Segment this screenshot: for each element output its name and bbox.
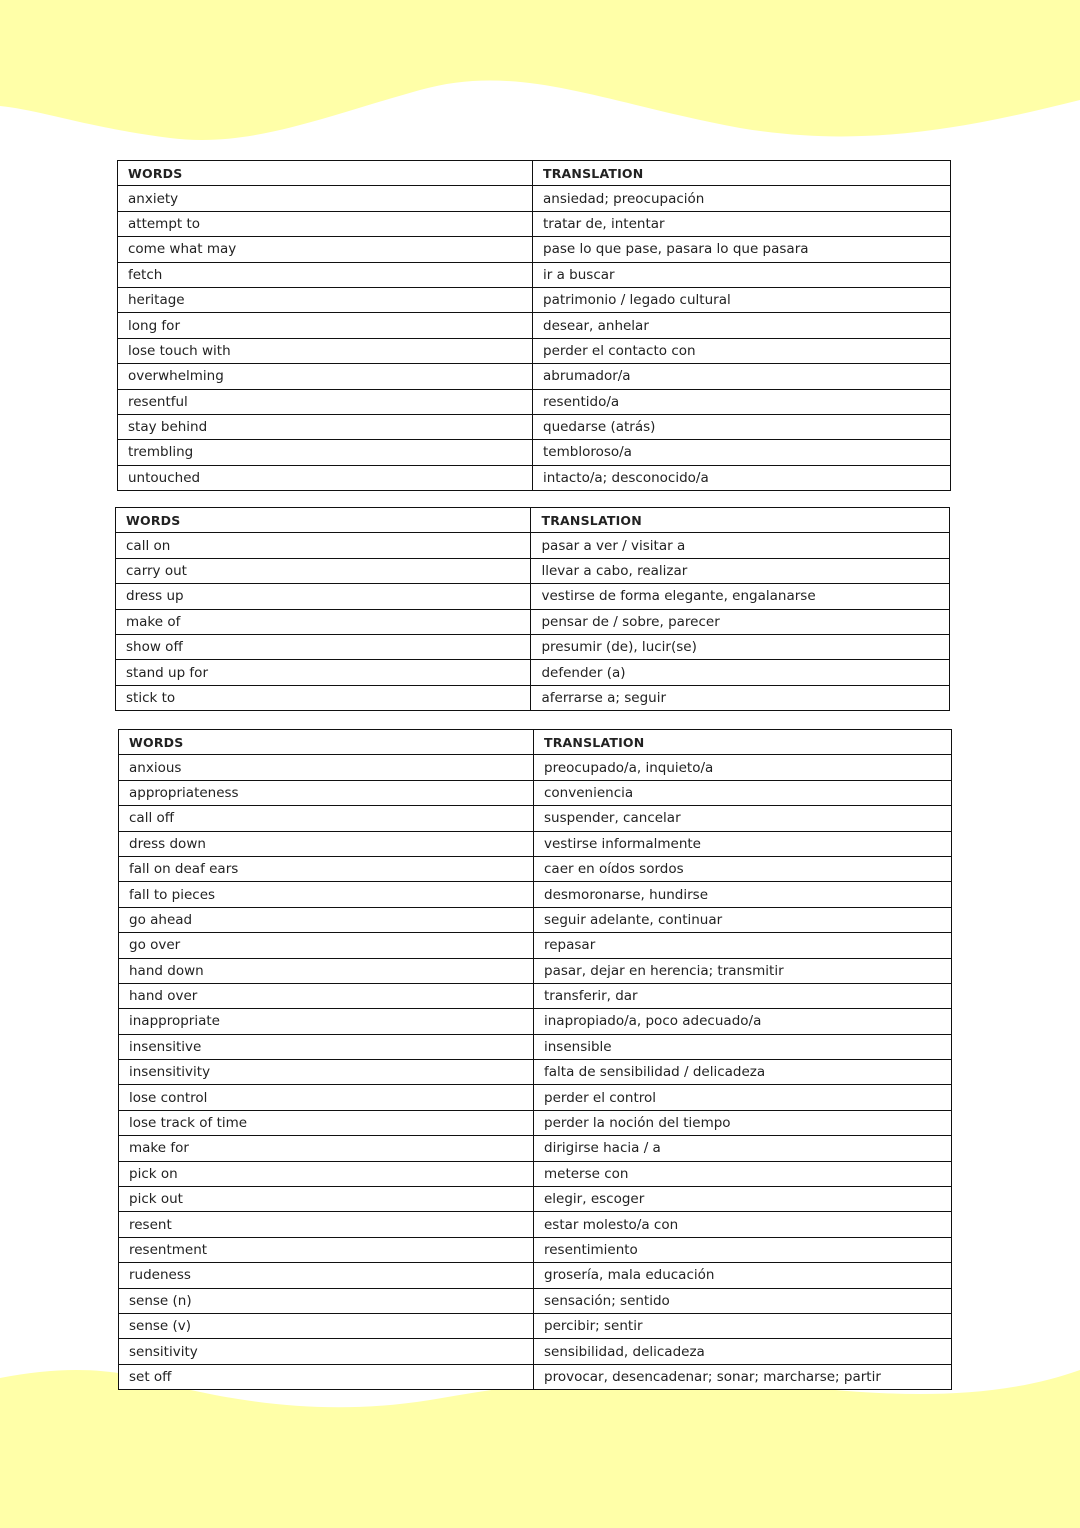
table-row (119, 1212, 952, 1237)
table-row (118, 287, 951, 312)
word-cell: pick out (119, 1187, 534, 1212)
word-cell: stay behind (118, 414, 533, 439)
table-row (119, 1288, 952, 1313)
table-row (119, 1136, 952, 1161)
table-row (119, 1187, 952, 1212)
word-cell: appropriateness (119, 780, 534, 805)
word-cell: untouched (118, 465, 533, 490)
table-row (119, 983, 952, 1008)
word-cell: resent (119, 1212, 534, 1237)
word-cell: resentful (118, 389, 533, 414)
translation-cell: resentimiento (534, 1237, 952, 1262)
top-wave-shape (0, 0, 1080, 140)
translation-cell: grosería, mala educación (534, 1263, 952, 1288)
table-row (116, 634, 950, 659)
word-cell: hand down (119, 958, 534, 983)
translation-cell: percibir; sentir (534, 1313, 952, 1338)
table-row (119, 1339, 952, 1364)
table-row (119, 1085, 952, 1110)
table-row (119, 780, 952, 805)
translation-cell: perder la noción del tiempo (534, 1110, 952, 1135)
table-row (119, 856, 952, 881)
table-row (116, 685, 950, 710)
word-cell: lose touch with (118, 338, 533, 363)
table-row (116, 558, 950, 583)
word-cell: resentment (119, 1237, 534, 1262)
translation-cell: conveniencia (534, 780, 952, 805)
word-cell: show off (116, 634, 531, 659)
translation-cell: seguir adelante, continuar (534, 907, 952, 932)
table-header-row (118, 161, 951, 186)
translation-cell: provocar, desencadenar; sonar; marcharse; partir (534, 1364, 952, 1389)
table-row (116, 533, 950, 558)
table-row (118, 338, 951, 363)
vocab-table-3 (118, 729, 952, 1390)
word-cell: call on (116, 533, 531, 558)
table-row (119, 907, 952, 932)
translation-cell: pasar a ver / visitar a (531, 533, 950, 558)
word-cell: sense (n) (119, 1288, 534, 1313)
word-cell: sensitivity (119, 1339, 534, 1364)
translation-cell: vestirse informalmente (534, 831, 952, 856)
table-header-row (119, 730, 952, 755)
table-row (119, 1060, 952, 1085)
table-body (119, 755, 952, 1390)
table-row (118, 414, 951, 439)
table-body (118, 186, 951, 491)
translation-cell: tembloroso/a (533, 440, 951, 465)
header-translation: TRANSLATION (534, 730, 952, 755)
translation-cell: presumir (de), lucir(se) (531, 634, 950, 659)
translation-cell: caer en oídos sordos (534, 856, 952, 881)
translation-cell: transferir, dar (534, 983, 952, 1008)
table-row (118, 364, 951, 389)
word-cell: fall to pieces (119, 882, 534, 907)
word-cell: set off (119, 1364, 534, 1389)
table-row (119, 933, 952, 958)
word-cell: inappropriate (119, 1009, 534, 1034)
table-row (118, 389, 951, 414)
table-row (119, 1364, 952, 1389)
translation-cell: preocupado/a, inquieto/a (534, 755, 952, 780)
word-cell: long for (118, 313, 533, 338)
table-header-row (116, 508, 950, 533)
translation-cell: pasar, dejar en herencia; transmitir (534, 958, 952, 983)
translation-cell: vestirse de forma elegante, engalanarse (531, 584, 950, 609)
translation-cell: elegir, escoger (534, 1187, 952, 1212)
table-row (119, 958, 952, 983)
translation-cell: defender (a) (531, 660, 950, 685)
top-wave-decoration (0, 0, 1080, 160)
word-cell: lose control (119, 1085, 534, 1110)
table-row (119, 882, 952, 907)
translation-cell: sensación; sentido (534, 1288, 952, 1313)
word-cell: fetch (118, 262, 533, 287)
word-cell: make for (119, 1136, 534, 1161)
word-cell: go ahead (119, 907, 534, 932)
word-cell: carry out (116, 558, 531, 583)
translation-cell: meterse con (534, 1161, 952, 1186)
word-cell: anxious (119, 755, 534, 780)
translation-cell: ir a buscar (533, 262, 951, 287)
word-cell: sense (v) (119, 1313, 534, 1338)
translation-cell: perder el control (534, 1085, 952, 1110)
word-cell: stand up for (116, 660, 531, 685)
translation-cell: abrumador/a (533, 364, 951, 389)
word-cell: overwhelming (118, 364, 533, 389)
translation-cell: perder el contacto con (533, 338, 951, 363)
table-row (118, 440, 951, 465)
translation-cell: pensar de / sobre, parecer (531, 609, 950, 634)
word-cell: insensitive (119, 1034, 534, 1059)
header-words: WORDS (119, 730, 534, 755)
table-row (119, 831, 952, 856)
translation-cell: pase lo que pase, pasara lo que pasara (533, 237, 951, 262)
table-row (119, 806, 952, 831)
word-cell: insensitivity (119, 1060, 534, 1085)
word-cell: attempt to (118, 211, 533, 236)
translation-cell: estar molesto/a con (534, 1212, 952, 1237)
word-cell: rudeness (119, 1263, 534, 1288)
word-cell: anxiety (118, 186, 533, 211)
word-cell: dress down (119, 831, 534, 856)
word-cell: dress up (116, 584, 531, 609)
translation-cell: dirigirse hacia / a (534, 1136, 952, 1161)
word-cell: make of (116, 609, 531, 634)
word-cell: fall on deaf ears (119, 856, 534, 881)
table-row (119, 1110, 952, 1135)
word-cell: hand over (119, 983, 534, 1008)
word-cell: call off (119, 806, 534, 831)
table-row (118, 465, 951, 490)
translation-cell: falta de sensibilidad / delicadeza (534, 1060, 952, 1085)
table-row (119, 1009, 952, 1034)
translation-cell: desmoronarse, hundirse (534, 882, 952, 907)
word-cell: heritage (118, 287, 533, 312)
translation-cell: tratar de, intentar (533, 211, 951, 236)
table-row (116, 609, 950, 634)
table-row (119, 1313, 952, 1338)
table-row (118, 186, 951, 211)
translation-cell: llevar a cabo, realizar (531, 558, 950, 583)
translation-cell: desear, anhelar (533, 313, 951, 338)
bottom-wave-shape (0, 1370, 1080, 1528)
word-cell: trembling (118, 440, 533, 465)
translation-cell: insensible (534, 1034, 952, 1059)
translation-cell: suspender, cancelar (534, 806, 952, 831)
translation-cell: sensibilidad, delicadeza (534, 1339, 952, 1364)
table-body (116, 533, 950, 711)
table-row (116, 584, 950, 609)
header-words: WORDS (116, 508, 531, 533)
word-cell: go over (119, 933, 534, 958)
table-row (119, 1237, 952, 1262)
translation-cell: resentido/a (533, 389, 951, 414)
word-cell: lose track of time (119, 1110, 534, 1135)
translation-cell: intacto/a; desconocido/a (533, 465, 951, 490)
translation-cell: aferrarse a; seguir (531, 685, 950, 710)
word-cell: come what may (118, 237, 533, 262)
header-translation: TRANSLATION (533, 161, 951, 186)
word-cell: pick on (119, 1161, 534, 1186)
table-row (118, 313, 951, 338)
table-row (116, 660, 950, 685)
table-row (118, 262, 951, 287)
table-row (118, 211, 951, 236)
translation-cell: quedarse (atrás) (533, 414, 951, 439)
table-row (119, 755, 952, 780)
translation-cell: patrimonio / legado cultural (533, 287, 951, 312)
table-row (119, 1263, 952, 1288)
table-row (118, 237, 951, 262)
translation-cell: repasar (534, 933, 952, 958)
table-row (119, 1034, 952, 1059)
translation-cell: ansiedad; preocupación (533, 186, 951, 211)
translation-cell: inapropiado/a, poco adecuado/a (534, 1009, 952, 1034)
header-translation: TRANSLATION (531, 508, 950, 533)
header-words: WORDS (118, 161, 533, 186)
word-cell: stick to (116, 685, 531, 710)
table-row (119, 1161, 952, 1186)
vocab-table-2 (115, 507, 950, 711)
vocab-table-1 (117, 160, 951, 491)
